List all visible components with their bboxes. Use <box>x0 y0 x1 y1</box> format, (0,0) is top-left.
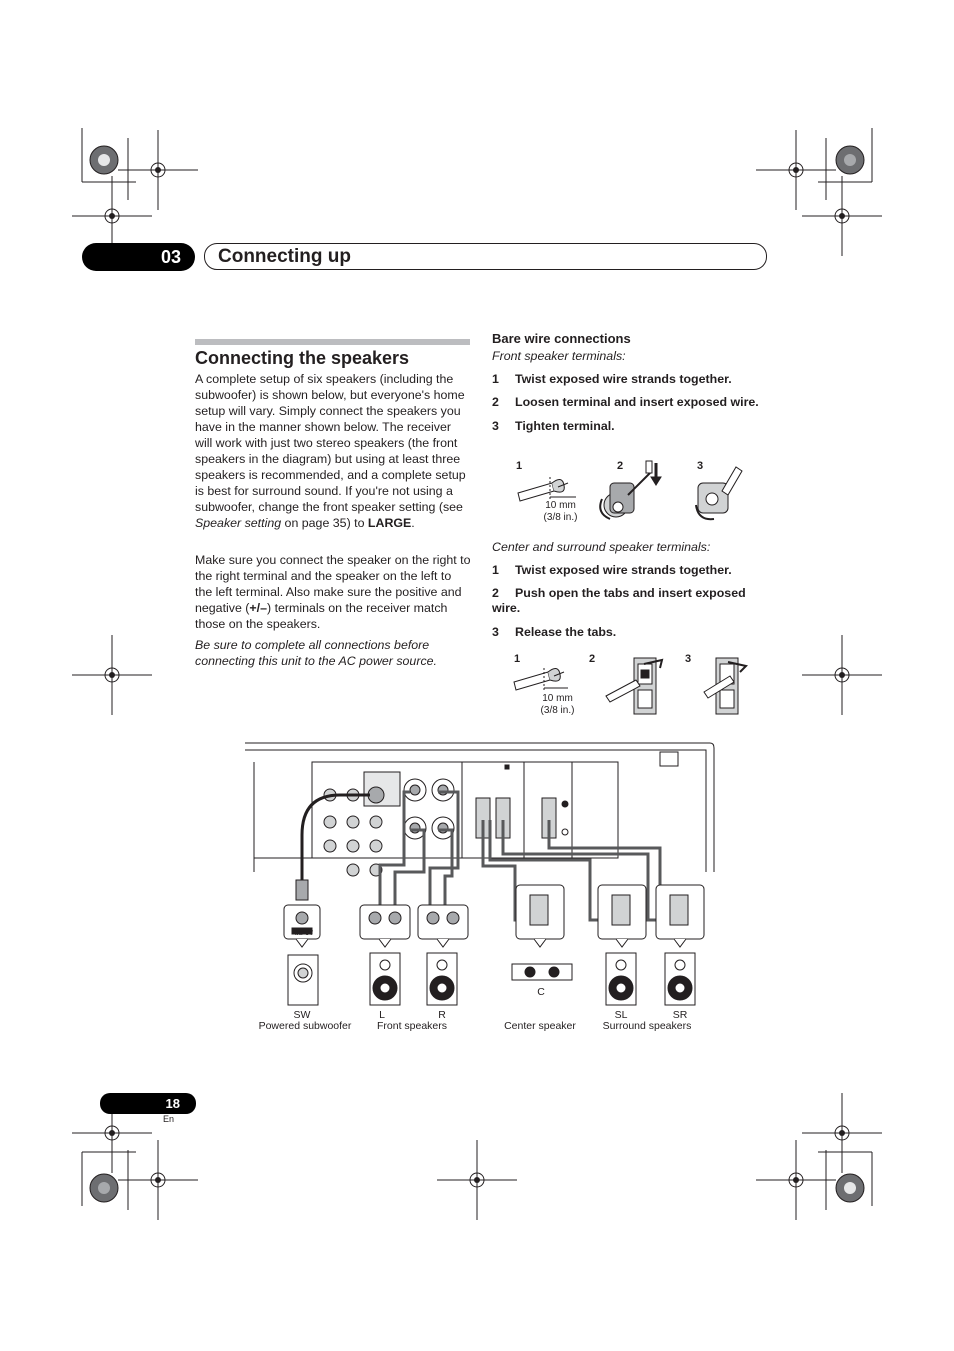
step-text: Twist exposed wire strands together. <box>515 372 732 386</box>
center-step-3 <box>492 625 767 640</box>
center-label: C <box>537 986 545 998</box>
surround-left-label: SL <box>614 1009 628 1021</box>
intro-text-c: . <box>411 516 415 530</box>
front-terminals-subheading: Front speaker terminals: <box>492 349 626 363</box>
center-step-1 <box>492 563 767 578</box>
step-number: 1 <box>492 372 499 386</box>
polarity-text-a: Make sure you connect the speaker on the right to the right terminal and the speaker on the left to the left terminal. Also make sure the positive and negative ( <box>195 553 471 615</box>
center-fig-num-1: 1 <box>514 653 521 665</box>
bare-wire-heading: Bare wire connections <box>492 331 631 346</box>
step-number: 1 <box>492 563 499 577</box>
step-text: Twist exposed wire strands together. <box>515 563 732 577</box>
front-step-2 <box>492 395 767 410</box>
subwoofer-caption: Powered subwoofer <box>258 1020 352 1032</box>
center-fig-num-3: 3 <box>685 653 692 665</box>
step-number: 3 <box>492 419 499 433</box>
step-text: Push open the tabs and insert exposed wire. <box>492 586 746 615</box>
intro-text-b: on page 35) to <box>281 516 368 530</box>
front-fig-num-1: 1 <box>516 460 523 472</box>
intro-text-link: Speaker setting <box>195 516 282 530</box>
section-heading: Connecting the speakers <box>195 348 410 368</box>
step-number: 2 <box>492 395 499 409</box>
front-fig-num-2: 2 <box>617 460 624 472</box>
step-number: 3 <box>492 625 499 639</box>
front-strip-length-inches: (3/8 in.) <box>543 512 578 523</box>
center-terminals-subheading: Center and surround speaker terminals: <box>492 540 711 554</box>
front-speakers-caption: Front speakers <box>376 1020 448 1032</box>
center-speaker-caption: Center speaker <box>504 1020 576 1032</box>
front-step-1 <box>492 372 767 387</box>
surround-right-label: SR <box>672 1009 688 1021</box>
front-fig-num-3: 3 <box>697 460 704 472</box>
step-text: Tighten terminal. <box>515 419 615 433</box>
front-step-3 <box>492 419 767 434</box>
center-fig-num-2: 2 <box>589 653 596 665</box>
center-strip-length-inches: (3/8 in.) <box>540 705 575 716</box>
center-strip-length: 10 mm <box>542 693 573 704</box>
front-strip-length: 10 mm <box>545 500 576 511</box>
section-rule <box>195 339 470 345</box>
subwoofer-input-label: INPUT <box>295 931 313 937</box>
page-language: En <box>163 1114 175 1124</box>
step-text: Release the tabs. <box>515 625 617 639</box>
front-right-label: R <box>438 1009 446 1021</box>
chapter-number-badge: 03 <box>82 243 195 271</box>
intro-text-a: A complete setup of six speakers (including the subwoofer) is shown below, but everyone's home setup will vary. Simply connect the speakers you have in the manner shown below. The receiver will work with just two stereo speakers (the front speakers in the diagram) but using at least three speakers is recommended, and a complete setup is best for surround sound. If you're not using a subwoofer, change the front speaker setting (see <box>195 372 466 514</box>
step-number: 2 <box>492 586 499 600</box>
step-text: Loosen terminal and insert exposed wire. <box>515 395 759 409</box>
page-number: 18 <box>100 1093 196 1114</box>
surround-speakers-caption: Surround speakers <box>602 1020 692 1032</box>
front-left-label: L <box>379 1009 385 1021</box>
chapter-title: Connecting up <box>204 243 767 270</box>
power-note: Be sure to complete all connections before connecting this unit to the AC power source. <box>195 638 437 668</box>
polarity-text-bold: +/– <box>249 601 267 615</box>
polarity-text-b: ) terminals on the receiver match those on the speakers. <box>195 601 448 631</box>
sw-label: SW <box>293 1009 311 1021</box>
polarity-paragraph <box>195 552 471 632</box>
speaker-connection-diagram <box>240 740 720 1020</box>
center-step-2 <box>492 586 767 616</box>
intro-text-bold: LARGE <box>367 516 412 530</box>
intro-paragraph <box>195 371 471 531</box>
